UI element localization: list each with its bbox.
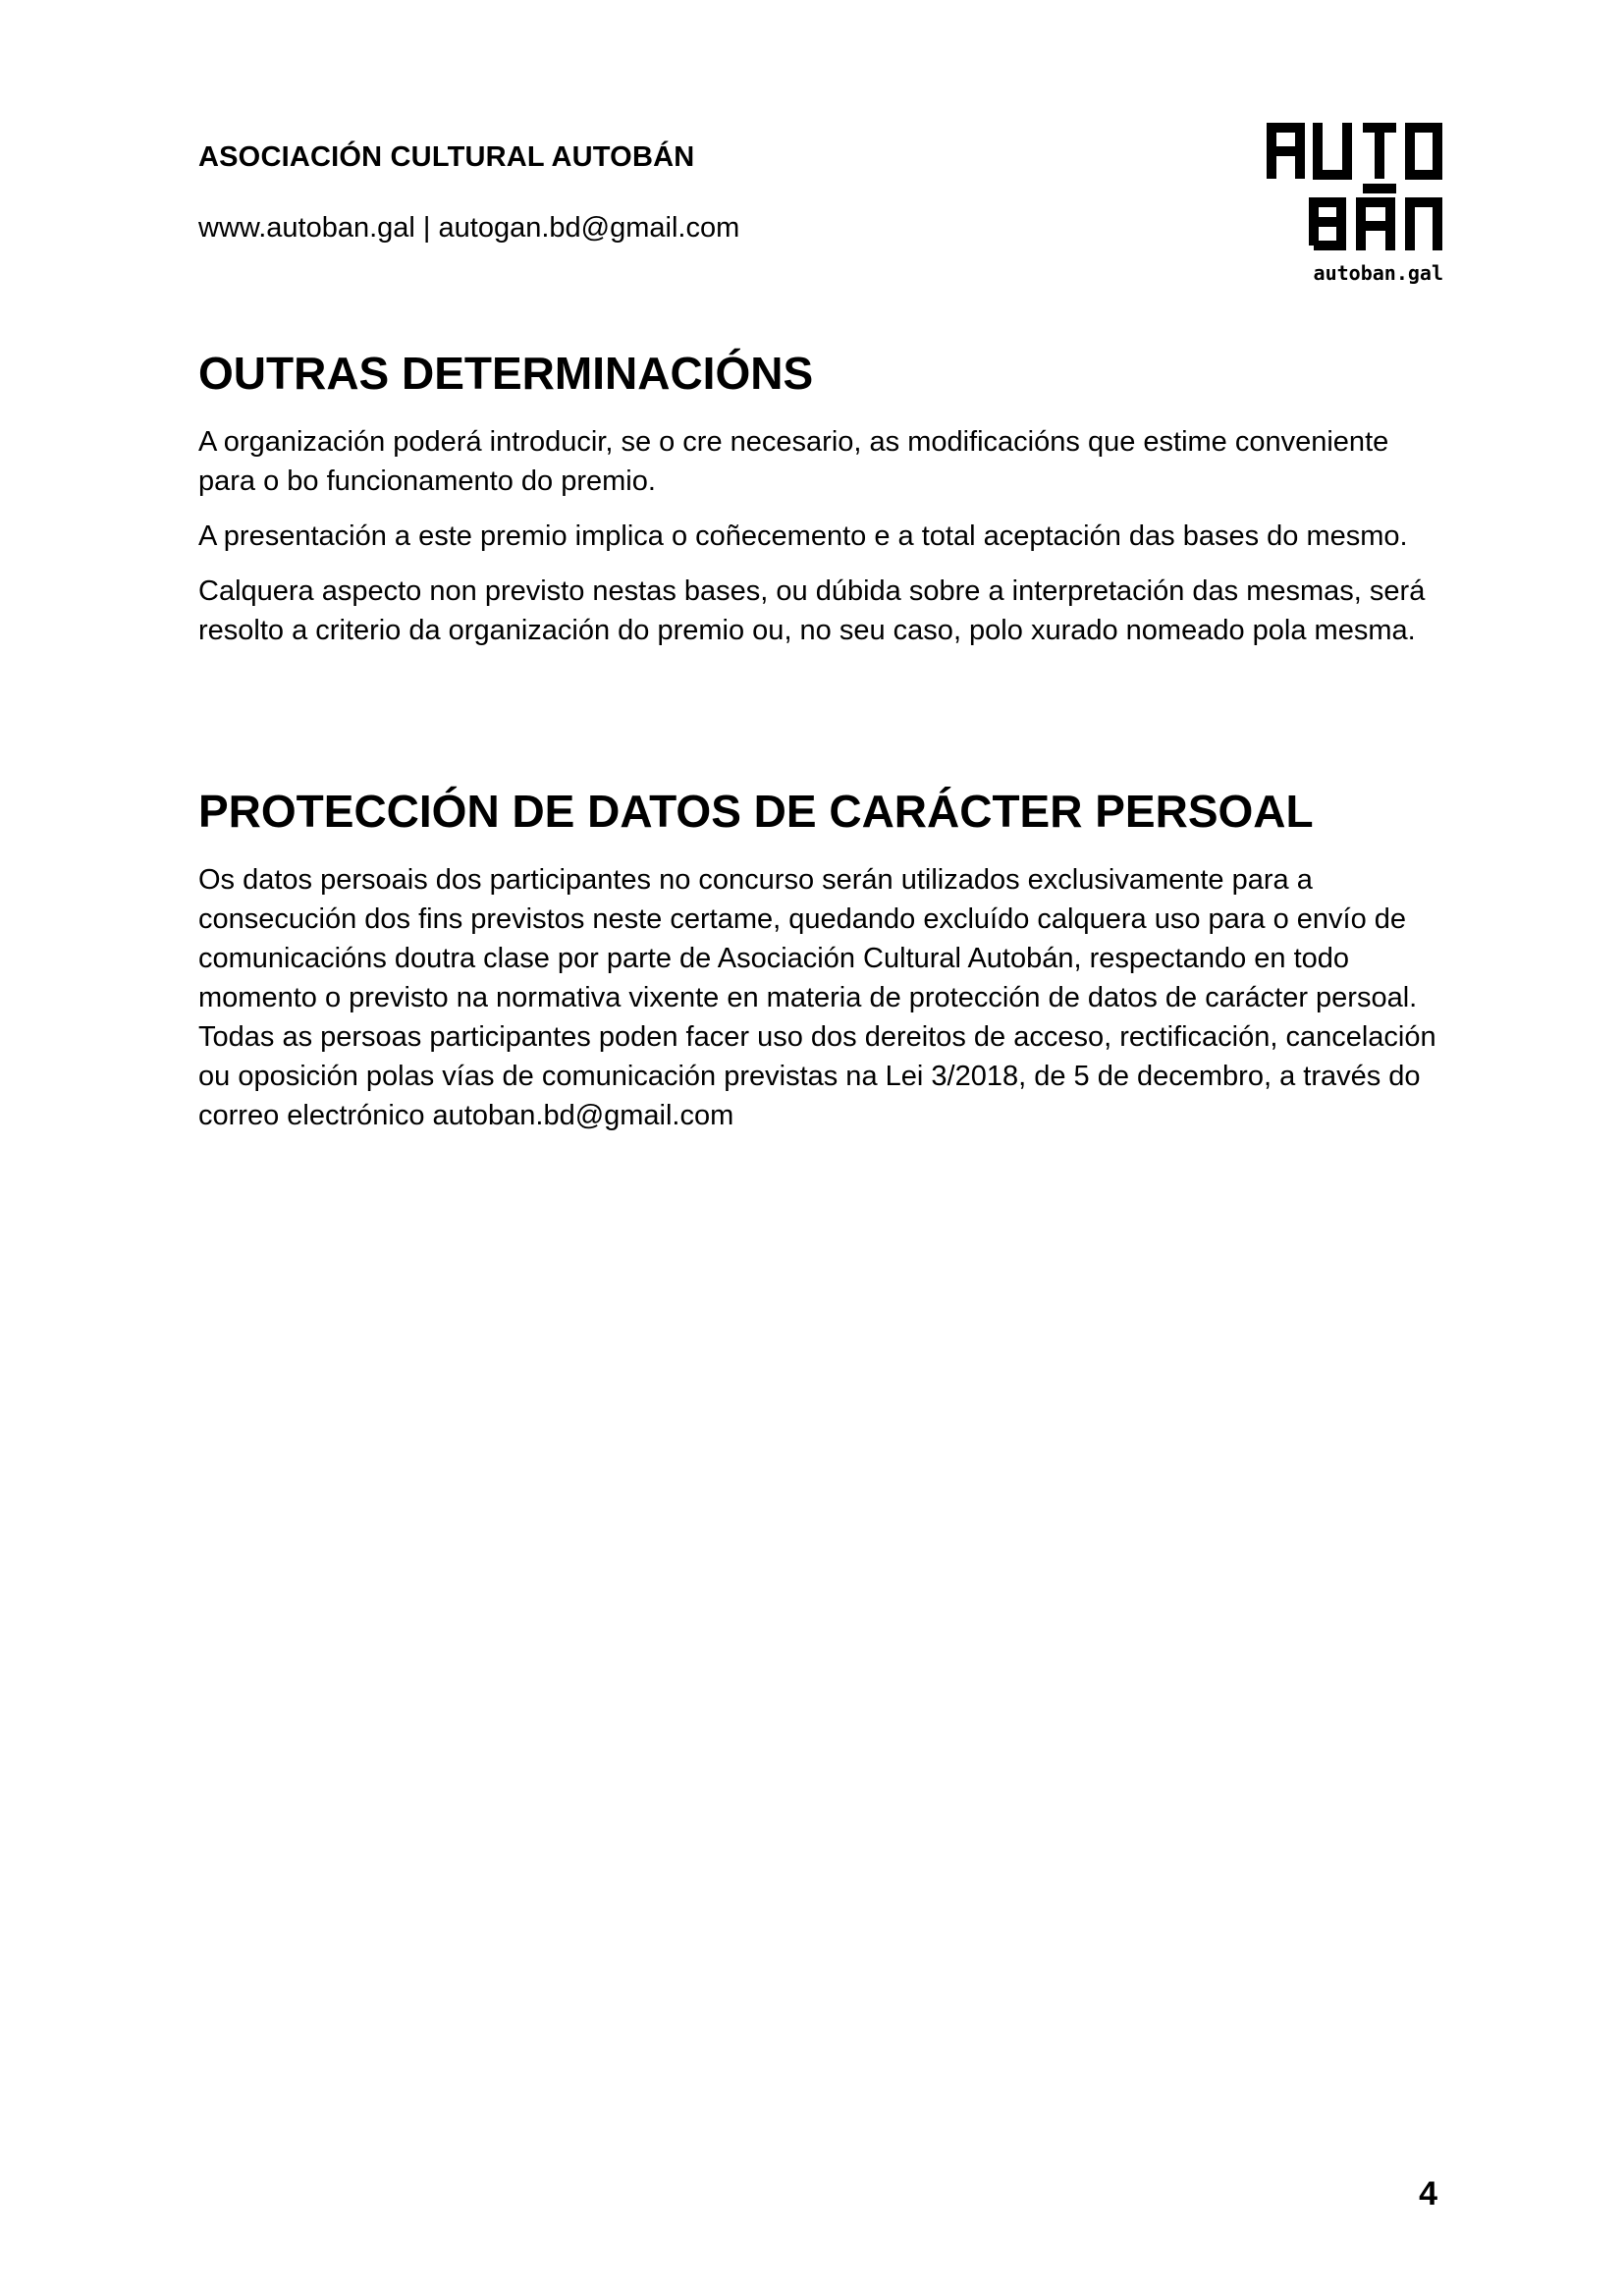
contact-line: www.autoban.gal | autogan.bd@gmail.com: [198, 212, 740, 244]
paragraph: Calquera aspecto non previsto nestas bases, ou dúbida sobre a interpretación das mesmas, será resolto a criterio da organización do premio ou, no seu caso, polo xurado nomeado pola mesma.: [198, 575, 1426, 646]
section-outras-determinacions: [198, 346, 1445, 650]
section-title: PROTECCIÓN DE DATOS DE CARÁCTER PERSOAL: [198, 786, 1314, 837]
paragraph: A organización poderá introducir, se o cre necesario, as modificacións que estime conveniente para o bo funcionamento do premio.: [198, 426, 1389, 497]
paragraph: A presentación a este premio implica o coñecemento e a total aceptación das bases do mesmo.: [198, 520, 1408, 552]
logo-caption: autoban.gal: [1313, 261, 1443, 285]
paragraph: Os datos persoais dos participantes no concurso serán utilizados exclusivamente para a consecución dos fins previstos neste certame, quedando excluído calquera uso para o envío de comunicacións doutra clase por parte de Asociación Cultural Autobán, respectando en todo momento o previsto na normativa vixente en materia de protección de datos de carácter persoal. Todas as persoas participantes poden facer uso dos dereitos de acceso, rectificación, cancelación ou oposición polas vías de comunicación previstas na Lei 3/2018, de 5 de decembro, a través do correo electrónico autoban.bd@gmail.com: [198, 864, 1436, 1131]
section-proteccion-de-datos: [198, 784, 1445, 1135]
organization-name: ASOCIACIÓN CULTURAL AUTOBÁN: [198, 141, 695, 173]
section-title: OUTRAS DETERMINACIÓNS: [198, 348, 814, 399]
page-number: 4: [1419, 2175, 1437, 2213]
